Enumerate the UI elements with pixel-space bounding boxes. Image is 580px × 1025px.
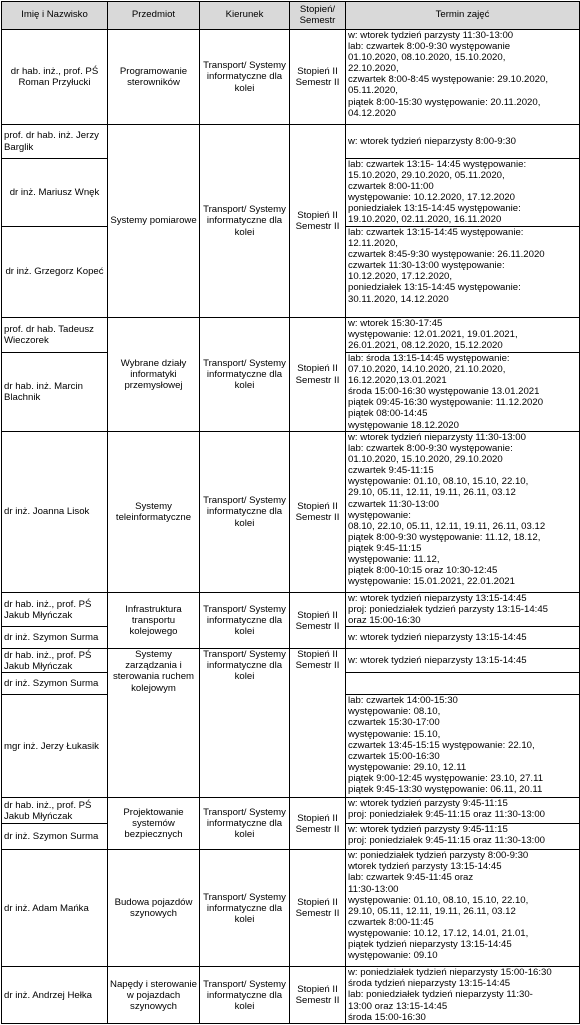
lecturer-name: dr hab. inż., prof. PŚ Jakub Młyńczak (2, 649, 108, 673)
field-cell: Transport/ Systemy informatyczne dla kolei (200, 318, 290, 432)
field-cell: Transport/ Systemy informatyczne dla kolei (200, 967, 290, 1024)
schedule-cell: w: poniedziałek tydzień parzysty 8:00-9:30 wtorek tydzień parzysty 13:15-14:45 lab: czwartek 9:45-11:45 oraz 11:30-13:00 występowanie: 01.10, 08.10, 15.10, 22.10, 29.10, 05.11, 12.11, 19.11, 26.11, 03.12 czwartek 8:00-11:45 występowanie: 10.12, 17.12, 14.01, 21.01, piątek tydzień nieparzysty 13:15-14:45 występowanie: 09.10 (346, 850, 580, 967)
lecturer-name: dr inż. Andrzej Hełka (2, 967, 108, 1024)
lecturer-name: dr hab. inż. Marcin Blachnik (2, 353, 108, 432)
lecturer-name: dr inż. Szymon Surma (2, 824, 108, 850)
subject-cell: Projektowanie systemów bezpiecznych (108, 798, 200, 850)
schedule-cell: w: wtorek tydzień nieparzysty 8:00-9:30 (346, 125, 580, 159)
field-cell: Transport/ Systemy informatyczne dla kolei (200, 30, 290, 125)
header-name: Imię i Nazwisko (2, 2, 108, 30)
lecturer-name: dr inż. Szymon Surma (2, 673, 108, 695)
table-row (2, 850, 580, 967)
header-subject: Przedmiot (108, 2, 200, 30)
degree-cell: Stopień II Semestr II (290, 850, 346, 967)
lecturer-name: dr inż. Mariusz Wnęk (2, 159, 108, 227)
degree-cell: Stopień II Semestr II (290, 593, 346, 649)
schedule-cell: lab: środa 13:15-14:45 występowanie: 07.10.2020, 14.10.2020, 21.10.2020, 16.12.2020,13.01.2021 środa 15:00-16:30 występowanie 13.01.2021 piątek 09:45-16:30 występowanie: 11.12.2020 piątek 08:00-14:45 występowanie 18.12.2020 (346, 353, 580, 432)
lecturer-name: dr hab. inż., prof. PŚ Jakub Młyńczak (2, 798, 108, 824)
degree-cell: Stopień II Semestr II (290, 30, 346, 125)
header-field: Kierunek (200, 2, 290, 30)
lecturer-name: prof. dr hab. Tadeusz Wieczorek (2, 318, 108, 353)
degree-cell: Stopień II Semestr II (290, 967, 346, 1024)
degree-cell: Stopień II Semestr II (290, 125, 346, 318)
subject-cell: Systemy pomiarowe (108, 125, 200, 318)
schedule-cell: lab: czwartek 13:15- 14:45 występowanie: 15.10.2020, 29.10.2020, 05.11.2020, czwartek 8:00-11:00 występowanie: 10.12.2020, 17.12.2020 poniedziałek 13:15-14:45 występowanie: 19.10.2020, 02.11.2020, 16.11.2020 (346, 159, 580, 227)
subject-cell: Systemy zarządzania i sterowania ruchem kolejowym (108, 649, 200, 798)
schedule-cell: w: poniedziałek tydzień nieparzysty 15:00-16:30 środa tydzień nieparzysty 13:15-14:45 lab: poniedziałek tydzień nieparzysty 11:30- 13:00 oraz 13:15-14:45 środa 15:00-16:30 (346, 967, 580, 1024)
lecturer-name: dr hab. inż., prof. PŚ Jakub Młyńczak (2, 593, 108, 627)
header-degree: Stopień/ Semestr (290, 2, 346, 30)
lecturer-name: dr inż. Joanna Lisok (2, 432, 108, 593)
table-row (2, 798, 580, 824)
subject-cell: Infrastruktura transportu kolejowego (108, 593, 200, 649)
schedule-cell: w: wtorek tydzień nieparzysty 13:15-14:45 (346, 649, 580, 673)
subject-cell: Systemy teleinformatyczne (108, 432, 200, 593)
subject-cell: Budowa pojazdów szynowych (108, 850, 200, 967)
schedule-cell: w: wtorek tydzień parzysty 11:30-13:00 lab: czwartek 8:00-9:30 występowanie 01.10.2020, 08.10.2020, 15.10.2020, 22.10.2020, czwartek 8:00-8:45 występowanie: 29.10.2020, 05.11.2020, piątek 8:00-15:30 występowanie: 20.11.2020, 04.12.2020 (346, 30, 580, 125)
schedule-cell: w: wtorek tydzień nieparzysty 13:15-14:45 proj: poniedziałek tydzień parzysty 13:15-14:45 oraz 15:00-16:30 (346, 593, 580, 627)
lecturer-name: dr inż. Grzegorz Kopeć (2, 227, 108, 318)
field-cell: Transport/ Systemy informatyczne dla kolei (200, 125, 290, 318)
subject-cell: Programowanie sterowników (108, 30, 200, 125)
subject-cell: Napędy i sterowanie w pojazdach szynowych (108, 967, 200, 1024)
header-row (2, 2, 580, 30)
schedule-cell: lab: czwartek 14:00-15:30 występowanie: 08.10, czwartek 15:30-17:00 występowanie: 15.10, czwartek 13:45-15:15 występowanie: 22.10, czwartek 15:00-16:30 występowanie: 29.10, 12.11 piątek 9:00-12:45 występowanie: 23.10, 27.11 piątek 9:45-13:30 występowanie: 06.11, 20.11 (346, 695, 580, 798)
schedule-cell: w: wtorek tydzień nieparzysty 13:15-14:45 (346, 627, 580, 649)
subject-cell: Wybrane działy informatyki przemysłowej (108, 318, 200, 432)
field-cell: Transport/ Systemy informatyczne dla kolei (200, 649, 290, 798)
table-row (2, 432, 580, 593)
degree-cell: Stopień II Semestr II (290, 798, 346, 850)
table-row (2, 967, 580, 1024)
table-row (2, 30, 580, 125)
header-schedule: Termin zajęć (346, 2, 580, 30)
schedule-cell: w: wtorek tydzień parzysty 9:45-11:15 proj: poniedziałek 9:45-11:15 oraz 11:30-13:00 (346, 824, 580, 850)
schedule-table (1, 1, 580, 1024)
schedule-cell: w: wtorek 15:30-17:45 występowanie: 12.01.2021, 19.01.2021, 26.01.2021, 08.12.2020, 15.12.2020 (346, 318, 580, 353)
field-cell: Transport/ Systemy informatyczne dla kolei (200, 798, 290, 850)
lecturer-name: mgr inż. Jerzy Łukasik (2, 695, 108, 798)
field-cell: Transport/ Systemy informatyczne dla kolei (200, 593, 290, 649)
table-row (2, 318, 580, 353)
table-row (2, 649, 580, 673)
lecturer-name: dr inż. Szymon Surma (2, 627, 108, 649)
lecturer-name: dr hab. inż., prof. PŚ Roman Przyłucki (2, 30, 108, 125)
table-row (2, 593, 580, 627)
schedule-cell (346, 673, 580, 695)
degree-cell: Stopień II Semestr II (290, 649, 346, 798)
field-cell: Transport/ Systemy informatyczne dla kolei (200, 850, 290, 967)
field-cell: Transport/ Systemy informatyczne dla kolei (200, 432, 290, 593)
schedule-cell: lab: czwartek 13:15-14:45 występowanie: 12.11.2020, czwartek 8:45-9:30 występowanie: 26.11.2020 czwartek 11:30-13:00 występowanie: 10.12.2020, 17.12.2020, poniedziałek 13:15-14:45 występowanie: 30.11.2020, 14.12.2020 (346, 227, 580, 318)
lecturer-name: dr inż. Adam Mańka (2, 850, 108, 967)
table-row (2, 125, 580, 159)
schedule-cell: w: wtorek tydzień nieparzysty 11:30-13:00 lab: czwartek 8:00-9:30 występowanie: 01.10.2020, 15.10.2020, 29.10.2020 czwartek 9:45-11:15 występowanie: 01.10, 08.10, 15.10, 22.10, 29.10, 05.11, 12.11, 19.11, 26.11, 03.12 czwartek 11:30-13:00 występowanie: 08.10, 22.10, 05.11, 12.11, 19.11, 26.11, 03.12 piątek 8:00-9:30 występowanie: 11.12, 18.12, piątek 9:45-11:15 występowanie: 11.12, piątek 8:00-10:15 oraz 10:30-12:45 występowanie: 15.01.2021, 22.01.2021 (346, 432, 580, 593)
degree-cell: Stopień II Semestr II (290, 432, 346, 593)
lecturer-name: prof. dr hab. inż. Jerzy Barglik (2, 125, 108, 159)
degree-cell: Stopień II Semestr II (290, 318, 346, 432)
schedule-cell: w: wtorek tydzień parzysty 9:45-11:15 proj: poniedziałek 9:45-11:15 oraz 11:30-13:00 (346, 798, 580, 824)
